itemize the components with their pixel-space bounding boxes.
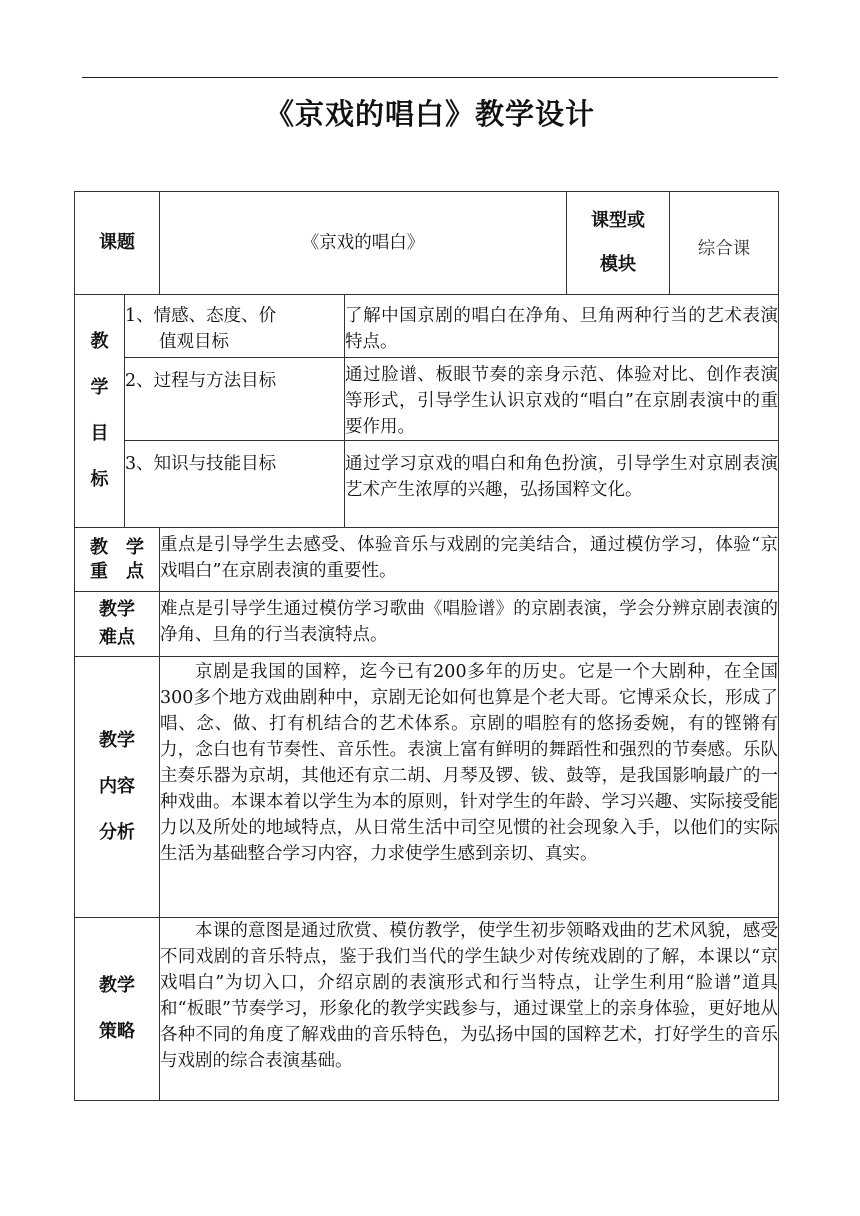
difficulties-content: 难点是引导学生通过模仿学习歌曲《唱脸谱》的京剧表演，学会分辨京剧表演的净角、旦角的行当表演特点。 (160, 592, 779, 657)
key-points-label-line1: 教 学 (90, 536, 144, 558)
type-value: 综合课 (670, 192, 779, 295)
strategy-label-line1: 教学 (99, 975, 135, 996)
type-label-line2: 模块 (600, 254, 637, 275)
course-label: 课题 (75, 192, 160, 295)
objectives-label-char-1: 教 (90, 331, 109, 352)
objective-content-3: 通过学习京戏的唱白和角色扮演，引导学生对京剧表演艺术产生浓厚的兴趣，弘扬国粹文化。 (345, 441, 779, 528)
objective-row-1 (75, 295, 779, 358)
difficulties-label-line2: 难点 (99, 627, 135, 648)
content-analysis-label (75, 657, 160, 918)
objective-name-1-line1: 1、情感、态度、价 (125, 306, 277, 326)
objective-content-1: 了解中国京剧的唱白在净角、旦角两种行当的艺术表演特点。 (345, 295, 779, 358)
strategy-row (75, 918, 779, 1101)
header-rule (82, 77, 778, 78)
difficulties-label (75, 592, 160, 657)
document-title: 《京戏的唱白》教学设计 (264, 97, 595, 131)
objective-row-3 (75, 441, 779, 528)
difficulties-row (75, 592, 779, 657)
type-label-line1: 课型或 (591, 210, 646, 231)
key-points-label (75, 528, 160, 592)
key-points-content: 重点是引导学生去感受、体验音乐与戏剧的完美结合，通过模仿学习，体验“京戏唱白”在京剧表演的重要性。 (160, 528, 779, 592)
objective-name-2: 2、过程与方法目标 (125, 358, 345, 441)
objectives-label-char-3: 目 (90, 423, 109, 444)
content-analysis-content: 京剧是我国的国粹，迄今已有200多年的历史。它是一个大剧种，在全国300多个地方戏曲剧种中，京剧无论如何也算是个老大哥。它博采众长，形成了唱、念、做、打有机结合的艺术体系。京剧的唱腔有的悠扬委婉，有的铿锵有力，念白也有节奏性、音乐性。表演上富有鲜明的舞蹈性和强烈的节奏感。乐队主奏乐器为京胡，其他还有京二胡、月琴及锣、钹、鼓等，是我国影响最广的一种戏曲。本课本着以学生为本的原则，针对学生的年龄、学习兴趣、实际接受能力以及所处的地域特点，从日常生活中司空见惯的社会现象入手，以他们的实际生活为基础整合学习内容，力求使学生感到亲切、真实。 (160, 657, 779, 918)
content-analysis-label-line1: 教学 (99, 730, 135, 751)
objective-name-1-line2: 值观目标 (159, 332, 229, 352)
objective-content-2: 通过脸谱、板眼节奏的亲身示范、体验对比、创作表演等形式，引导学生认识京戏的“唱白”在京剧表演中的重要作用。 (345, 358, 779, 441)
strategy-label (75, 918, 160, 1101)
objective-row-2 (75, 358, 779, 441)
type-label (567, 192, 670, 295)
objective-name-3: 3、知识与技能目标 (125, 441, 345, 528)
objectives-label (75, 295, 125, 528)
course-value: 《京戏的唱白》 (160, 192, 567, 295)
objectives-label-char-4: 标 (90, 469, 109, 490)
strategy-label-line2: 策略 (99, 1021, 135, 1042)
lesson-plan-table (74, 191, 779, 1101)
content-analysis-label-line3: 分析 (99, 822, 135, 843)
objective-name-1 (125, 295, 345, 358)
key-points-label-line2: 重 点 (90, 560, 144, 582)
difficulties-label-line1: 教学 (99, 599, 135, 620)
key-points-row (75, 528, 779, 592)
content-analysis-label-line2: 内容 (99, 776, 135, 797)
strategy-content: 本课的意图是通过欣赏、模仿教学，使学生初步领略戏曲的艺术风貌，感受不同戏剧的音乐特点，鉴于我们当代的学生缺少对传统戏剧的了解，本课以“京戏唱白”为切入口，介绍京剧的表演形式和行当特点，让学生利用“脸谱”道具和“板眼”节奏学习，形象化的教学实践参与，通过课堂上的亲身体验，更好地从各种不同的角度了解戏曲的音乐特色，为弘扬中国的国粹艺术，打好学生的音乐与戏剧的综合表演基础。 (160, 918, 779, 1101)
course-row (75, 192, 779, 295)
content-analysis-row (75, 657, 779, 918)
objectives-label-char-2: 学 (90, 377, 109, 398)
